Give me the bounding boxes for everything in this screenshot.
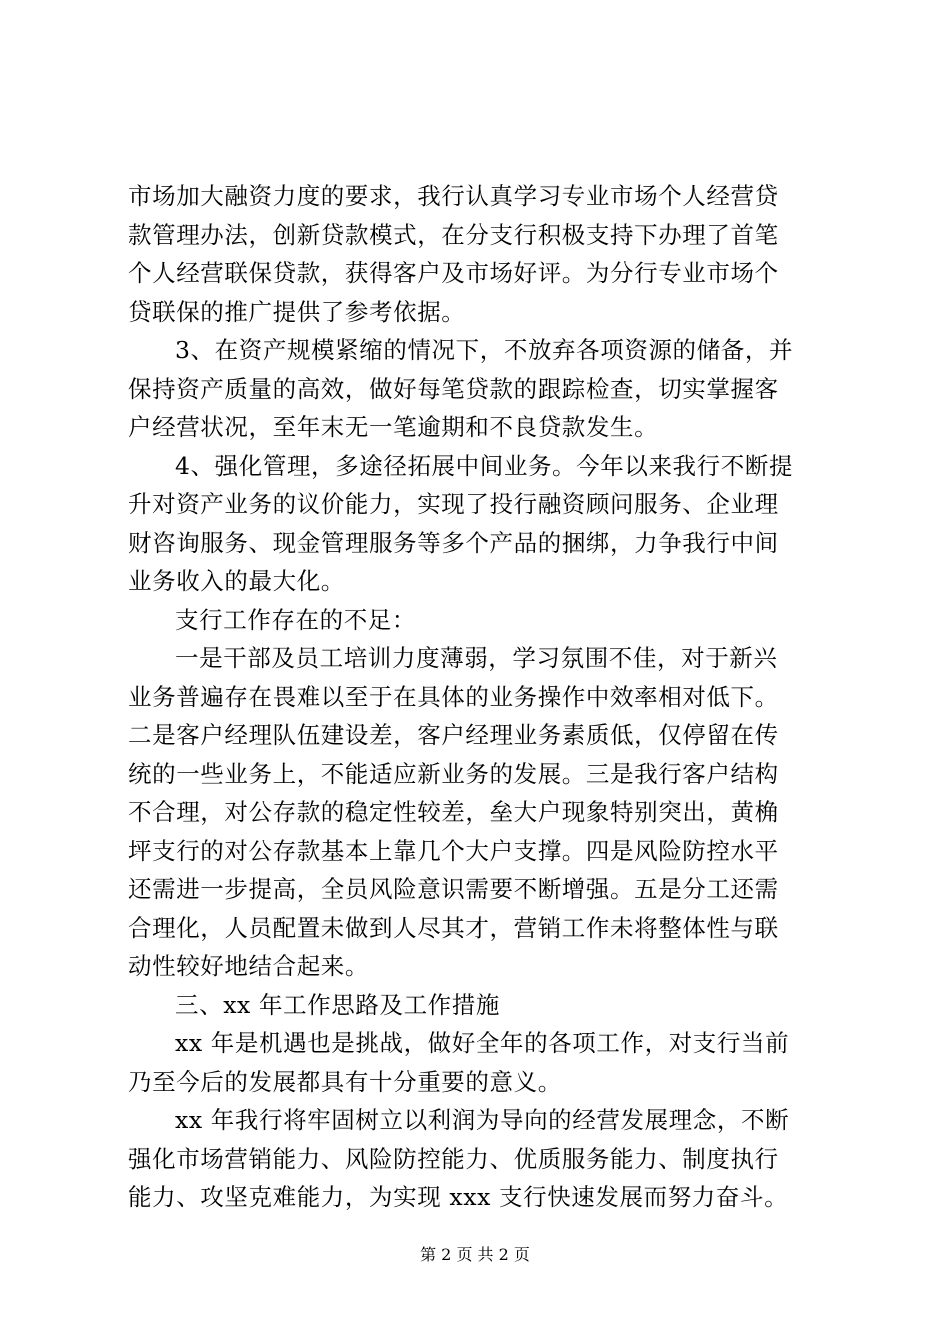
text-line: 个人经营联保贷款，获得客户及市场好评。为分行专业市场个 <box>128 259 779 287</box>
text-line: 户经营状况，至年末无一笔逾期和不良贷款发生。 <box>128 413 659 441</box>
text-line: 强化市场营销能力、风险防控能力、优质服务能力、制度执行 <box>128 1144 779 1173</box>
text-line: 业务收入的最大化。 <box>128 567 345 595</box>
text-line: 财咨询服务、现金管理服务等多个产品的捆绑，力争我行中间 <box>128 528 779 557</box>
text-line: 保持资产质量的高效，做好每笔贷款的跟踪检查，切实掌握客 <box>128 374 779 403</box>
text-line: xx 年是机遇也是挑战，做好全年的各项工作，对支行当前 <box>175 1029 790 1057</box>
text-line: 市场加大融资力度的要求，我行认真学习专业市场个人经营贷 <box>128 182 779 210</box>
text-line: 款管理办法，创新贷款模式，在分支行积极支持下办理了首笔 <box>128 220 779 249</box>
section-heading: 支行工作存在的不足： <box>175 605 416 634</box>
text-line: 4、强化管理，多途径拓展中间业务。今年以来我行不断提 <box>175 451 794 480</box>
text-line: 贷联保的推广提供了参考依据。 <box>128 297 466 326</box>
text-line: 业务普遍存在畏难以至于在具体的业务操作中效率相对低下。 <box>128 682 779 711</box>
text-line: 能力、攻坚克难能力，为实现 xxx 支行快速发展而努力奋斗。 <box>128 1183 789 1211</box>
page-number-footer: 第 2 页 共 2 页 <box>420 1245 530 1264</box>
text-line: 还需进一步提高，全员风险意识需要不断增强。五是分工还需 <box>128 875 779 903</box>
document-body <box>128 177 812 1217</box>
text-line: 坪支行的对公存款基本上靠几个大户支撑。四是风险防控水平 <box>128 836 779 865</box>
text-line: 动性较好地结合起来。 <box>128 952 369 980</box>
text-line: xx 年我行将牢固树立以利润为导向的经营发展理念，不断 <box>175 1106 790 1134</box>
text-line: 统的一些业务上，不能适应新业务的发展。三是我行客户结构 <box>128 759 779 788</box>
text-line: 乃至今后的发展都具有十分重要的意义。 <box>128 1067 562 1096</box>
text-line: 3、在资产规模紧缩的情况下，不放弃各项资源的储备，并 <box>175 336 794 364</box>
text-line: 合理化，人员配置未做到人尽其才，营销工作未将整体性与联 <box>128 913 779 942</box>
text-line: 升对资产业务的议价能力，实现了投行融资顾问服务、企业理 <box>128 490 779 518</box>
text-line: 不合理，对公存款的稳定性较差，垒大户现象特别突出，黄桷 <box>128 798 779 826</box>
text-line: 一是干部及员工培训力度薄弱，学习氛围不佳，对于新兴 <box>175 644 778 672</box>
section-heading: 三、xx 年工作思路及工作措施 <box>175 990 500 1019</box>
text-line: 二是客户经理队伍建设差，客户经理业务素质低，仅停留在传 <box>128 721 779 749</box>
